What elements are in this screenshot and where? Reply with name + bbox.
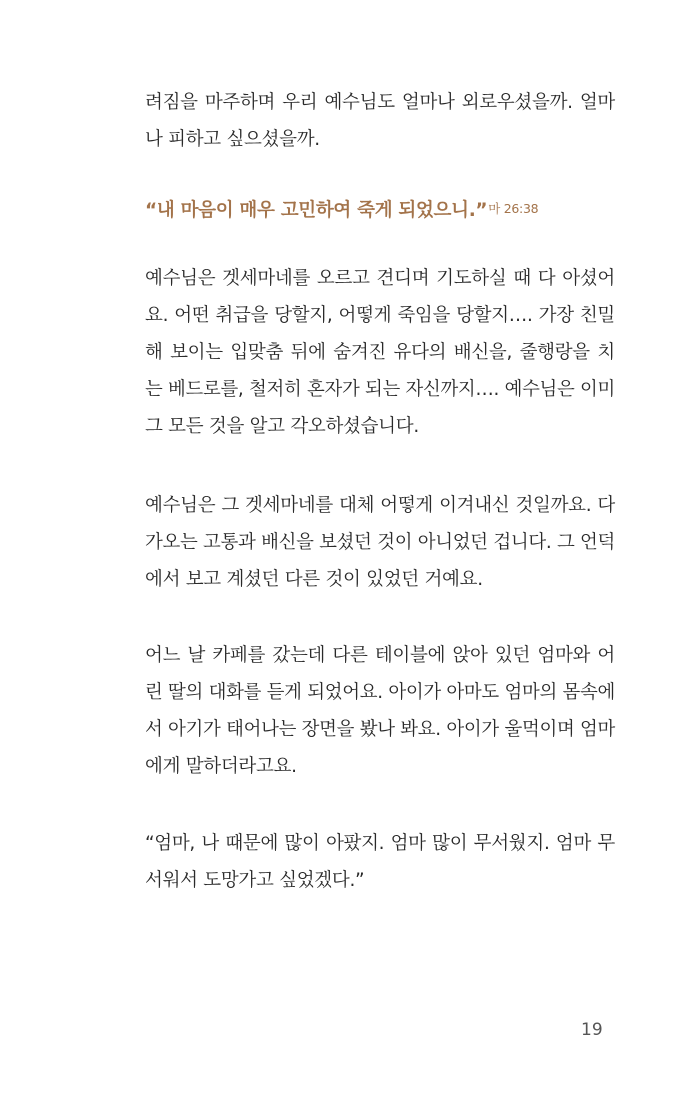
- text-line: 서 아기가 태어나는 장면을 봤나 봐요. 아이가 울먹이며 엄마: [145, 719, 615, 740]
- paragraph-5: [145, 825, 615, 899]
- text-line: 예수님은 겟세마네를 오르고 견디며 기도하실 때 다 아셨어: [145, 268, 615, 289]
- scripture-quote: [145, 194, 538, 226]
- text-line: 린 딸의 대화를 듣게 되었어요. 아이가 아마도 엄마의 몸속에: [145, 682, 615, 703]
- text-line: “엄마, 나 때문에 많이 아팠지. 엄마 많이 무서웠지. 엄마 무: [145, 833, 615, 854]
- paragraph-1: [145, 84, 615, 158]
- text-line: 어느 날 카페를 갔는데 다른 테이블에 앉아 있던 엄마와 어: [145, 645, 615, 666]
- paragraph-4: [145, 637, 615, 785]
- text-line: 가오는 고통과 배신을 보셨던 것이 아니었던 겁니다. 그 언덕: [145, 532, 615, 553]
- paragraph-2: [145, 260, 615, 445]
- quote-reference: 마 26:38: [488, 201, 539, 216]
- quote-text: “내 마음이 매우 고민하여 죽게 되었으니.”: [145, 200, 488, 221]
- text-line: 서워서 도망가고 싶었겠다.”: [145, 870, 365, 891]
- text-line: 는 베드로를, 철저히 혼자가 되는 자신까지…. 예수님은 이미: [145, 379, 615, 400]
- paragraph-3: [145, 487, 615, 598]
- text-line: 에서 보고 계셨던 다른 것이 있었던 거예요.: [145, 569, 483, 590]
- text-line: 예수님은 그 겟세마네를 대체 어떻게 이겨내신 것일까요. 다: [145, 495, 615, 516]
- text-line: 나 피하고 싶으셨을까.: [145, 129, 320, 150]
- text-line: 에게 말하더라고요.: [145, 756, 297, 777]
- text-line: 려짐을 마주하며 우리 예수님도 얼마나 외로우셨을까. 얼마: [145, 92, 615, 113]
- page-number: 19: [581, 1020, 603, 1040]
- text-line: 요. 어떤 취급을 당할지, 어떻게 죽임을 당할지…. 가장 친밀: [145, 305, 615, 326]
- text-line: 그 모든 것을 알고 각오하셨습니다.: [145, 416, 419, 437]
- text-line: 해 보이는 입맞춤 뒤에 숨겨진 유다의 배신을, 줄행랑을 치: [145, 342, 615, 363]
